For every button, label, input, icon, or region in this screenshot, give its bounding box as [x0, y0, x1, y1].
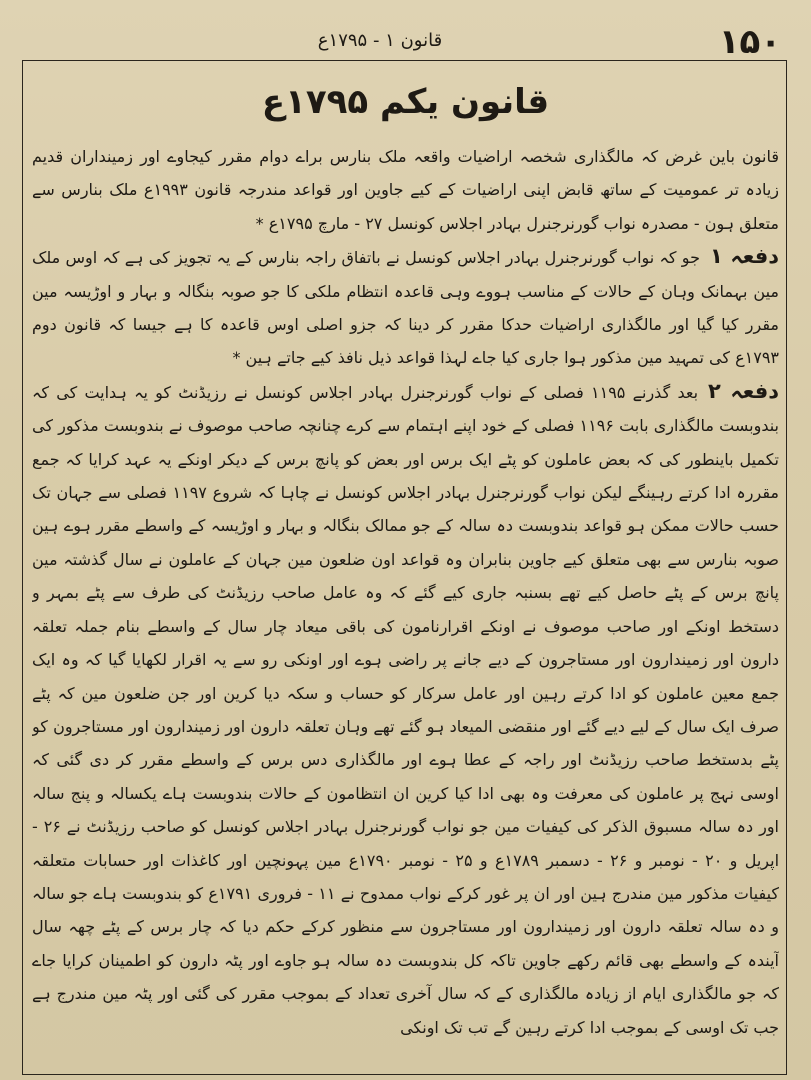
section-text-1: جو کہ نواب گورنرجنرل بہادر اجلاس کونسل نے باتفاق راجہ بنارس کے یہ تجویز کی ہے کہ اوس ملک مین بہمانک وہان کے حالات کے مناسب ہووے وہی قاعدہ انتظام ملکی کا جو صوبہ بنگالہ و بہار و اوڑیسہ مین مقرر کیا گیا اور مالگذاری اراضیات حدکا مقرر کر دینا کہ جزو اصلی اوس قاعدہ کا ہے جیسا کہ قانون دوم ۱۷۹۳ع کی تمہید مین مذکور ہوا جاری کیا جاے لہذا قواعد ذیل نافذ کیے جاتے ہین * — [32, 248, 779, 368]
section-paragraph-2 — [32, 375, 779, 1044]
section-label-2: دفعہ ۲ — [708, 378, 779, 403]
page-number: ۱۵۰ — [718, 22, 781, 62]
section-text-2: بعد گذرنے ۱۱۹۵ فصلی کے نواب گورنرجنرل بہادر اجلاس کونسل نے رزیڈنٹ کو یہ ہدایت کی کہ بندوبست مالگذاری بابت ۱۱۹۶ فصلی کے خود اپنے اہتمام سے کرے چنانچہ صاحب موصوف نے بندوبست مذکور کی تکمیل باینطور کی کہ بعض عاملون کو پٹے ایک برس اور بعض کو پانچ برس کے دیکر اونکے یہ عہد کرایا کہ جمع مقررہ ادا کرتے رہینگے لیکن نواب گورنرجنرل بہادر اجلاس کونسل نے چاہا کہ شروع ۱۱۹۷ فصلی سے جہان تک حسب حالات ممکن ہو قواعد بندوبست دہ سالہ کے جو ممالک بنگالہ و بہار و اوڑیسہ کے واسطے مقرر ہوے ہین صوبہ بنارس سے بھی متعلق کیے جاوین بنابران وہ قواعد اون ضلعون مین جہان کے عاملون نے سال گذشتہ مین پانچ برس کے پٹے حاصل کیے تھے بسنبہ جاری کیے گئے کہ وہ عامل صاحب رزیڈنٹ کی طرف سے پٹے بمہر و دستخط اونکے اور صاحب موصوف نے اونکے اقرارنامون کی باقی میعاد چار سال کے واسطے بنام جملہ تعلقہ دارون اور زمیندارون اور مستاجرون کے دیے جانے پر راضی ہوے اور اونکی رو سے یہ اقرار لکھایا گیا کہ وہ ایک جمع معین عاملون کو ادا کرتے رہین اور عامل سرکار کو حساب و سکہ دیا کرین اور جن ضلعون مین کہ پٹے صرف ایک سال کے لیے دیے گئے اور منقضی المیعاد ہو گئے تھے وہان تعلقہ دارون اور زمیندارون اور مستاجرون کو پٹے بدستخط صاحب رزیڈنٹ اور راجہ کے عطا ہوے اور مالگذاری دس برس کے واسطے مقرر کر دی گئی کہ اوسی نہج پر عاملون کی معرفت وہ بھی ادا کیا کرین ان انتظامون کے حالات بندوبست ہاے یکسالہ و پنج سالہ اور دہ سالہ مسبوق الذکر کی کیفیات مین جو نواب گورنرجنرل بہادر اجلاس کونسل کو صاحب رزیڈنٹ نے ۲۶ - اپریل و ۲۰ - نومبر و ۲۶ - دسمبر ۱۷۸۹ع و ۲۵ - نومبر ۱۷۹۰ع مین پہونچین اور کاغذات اور حسابات متعلقہ کیفیات مذکور مین مندرج ہین اور ان پر غور کرکے نواب ممدوح نے ۱۱ - فروری ۱۷۹۱ع کو بندوبست ہاے جو سالہ و دہ سالہ تعلقہ دارون اور زمیندارون اور مستاجرون سے منظور کرکے حکم دیا کہ چار برس کے پٹے چھہ سال آیندہ کے واسطے بھی قائم رکھے جاوین تاکہ کل بندوبست دہ سالہ ہو جاوے اور پٹہ دارون کو اطمینان کرایا جاے کہ جو مالگذاری ایام از زیادہ مالگذاری کے کہ سال آخری تعداد کے بموجب مقرر کی گئی اور پٹہ مین مندرج ہے جب تک اوسی کے بموجب ادا کرتے رہین گے تب تک اونکی — [32, 382, 779, 1037]
document-title: قانون یکم ۱۷۹۵ع — [261, 82, 550, 122]
section-label-1: دفعہ ۱ — [709, 244, 779, 269]
document-body — [32, 140, 779, 1068]
running-header: قانون ۱ - ۱۷۹۵ع — [317, 30, 443, 51]
preamble-paragraph: قانون باین غرض کہ مالگذاری شخصہ اراضیات واقعہ ملک بنارس براے دوام مقرر کیجاوے اور زمینداران قدیم زیادہ تر عمومیت کے ساتھ قابض اپنی اراضیات کے کیے جاوین اور قواعد مندرجہ قانون ۱۹۹۳ع ملک بنارس سے متعلق ہون - مصدرہ نواب گورنرجنرل بہادر اجلاس کونسل ۲۷ - مارچ ۱۷۹۵ع * — [32, 147, 779, 233]
section-paragraph-1 — [32, 240, 779, 375]
